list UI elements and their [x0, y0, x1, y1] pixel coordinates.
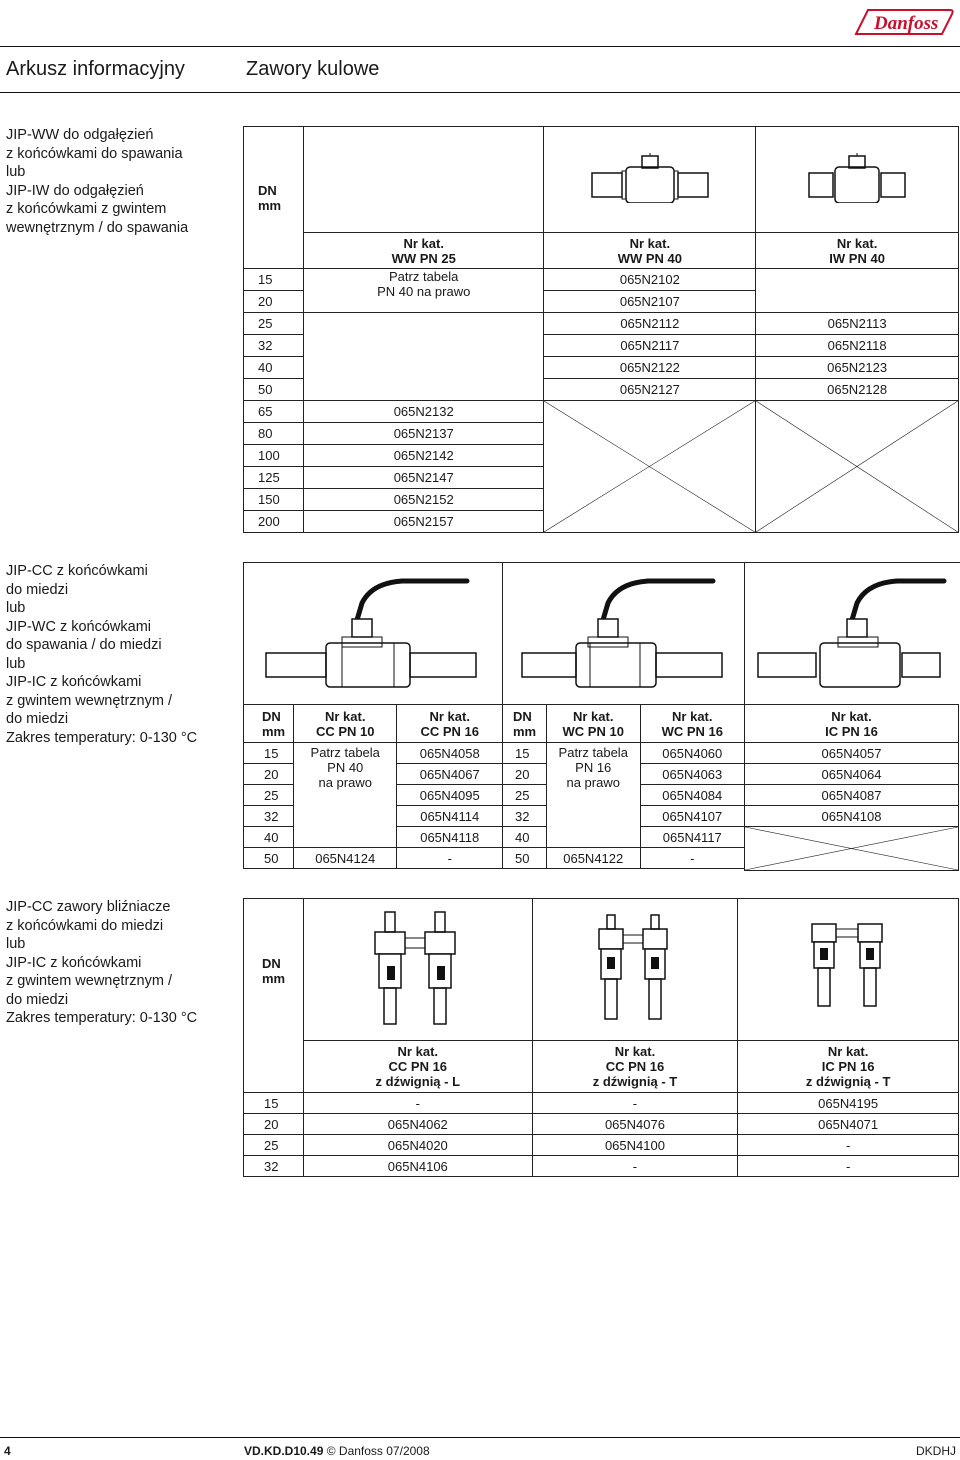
catalog-cell: 065N4108	[745, 806, 959, 827]
catalog-cell: 065N4076	[532, 1114, 738, 1135]
dn-cell: 25	[244, 785, 294, 806]
catalog-cell: 065N2117	[544, 335, 756, 357]
catalog-cell: 065N2123	[756, 357, 959, 379]
catalog-cell: 065N4195	[738, 1093, 959, 1114]
ic-valve-icon	[754, 575, 954, 690]
section2-description: JIP-CC z końcówkami do miedzi lub JIP-WC z końcówkami do spawania / do miedzi lub JIP-IC z końcówkami z gwintem wewnętrznym / do miedzi Zakres temperatury: 0-130 °C	[6, 563, 198, 746]
dn-cell: 25	[244, 1135, 304, 1156]
catalog-cell: 065N4087	[745, 785, 959, 806]
dn-header: DN mm	[503, 705, 547, 743]
iw-valve-image-cell	[756, 127, 959, 233]
catalog-cell: 065N4122	[546, 848, 640, 869]
wc-valve-icon	[518, 575, 738, 690]
dn-cell: 32	[503, 806, 547, 827]
top-rule	[0, 46, 960, 47]
dn-cell: 40	[244, 357, 304, 379]
dn-cell: 20	[244, 764, 294, 785]
catalog-cell: -	[532, 1093, 738, 1114]
dn-cell: 50	[244, 848, 294, 869]
catalog-cell: 065N2102	[544, 269, 756, 291]
dn-cell: 50	[244, 379, 304, 401]
dn-cell: 20	[244, 1114, 304, 1135]
see-table-cell: Patrz tabela PN 40 na prawo	[303, 269, 544, 313]
dn-cell: 200	[244, 511, 304, 533]
doc-code: VD.KD.D10.49	[244, 1444, 324, 1458]
dn-cell: 80	[244, 423, 304, 445]
catalog-cell: 065N4064	[745, 764, 959, 785]
dn-cell: 15	[244, 743, 294, 764]
catalog-cell: 065N2127	[544, 379, 756, 401]
section3-table	[243, 898, 959, 1177]
catalog-cell: -	[640, 848, 744, 869]
catalog-cell: 065N2157	[303, 511, 544, 533]
not-available-cell	[544, 401, 756, 533]
col-ww40-header: Nr kat. WW PN 40	[544, 233, 756, 269]
dn-cell: 32	[244, 1156, 304, 1177]
cc-valve-icon	[262, 575, 482, 690]
catalog-cell: 065N2137	[303, 423, 544, 445]
dn-cell: 100	[244, 445, 304, 467]
catalog-cell: 065N4114	[397, 806, 503, 827]
catalog-cell: 065N4020	[303, 1135, 532, 1156]
ww-valve-icon	[590, 153, 710, 203]
header-title: Arkusz informacyjny	[6, 58, 185, 80]
dn-cell: 15	[244, 1093, 304, 1114]
dn-cell: 40	[503, 827, 547, 848]
dn-cell: 125	[244, 467, 304, 489]
catalog-cell: 065N4117	[640, 827, 744, 848]
col-cc16-t-header: Nr kat. CC PN 16 z dźwignią - T	[532, 1041, 738, 1093]
catalog-cell: 065N4063	[640, 764, 744, 785]
catalog-cell: 065N2113	[756, 313, 959, 335]
wc-table	[502, 704, 745, 869]
divider	[744, 562, 745, 704]
copyright-symbol: ©	[326, 1444, 336, 1458]
col-cc16-header: Nr kat. CC PN 16	[397, 705, 503, 743]
section1-table	[243, 126, 959, 533]
catalog-cell: 065N4071	[738, 1114, 959, 1135]
page-number: 4	[4, 1444, 11, 1458]
ww-valve-image-cell	[544, 127, 756, 233]
catalog-cell: -	[532, 1156, 738, 1177]
header-subtitle: Zawory kulowe	[246, 58, 380, 80]
twin-valve-IC-image-cell	[738, 899, 959, 1041]
catalog-cell: 065N4067	[397, 764, 503, 785]
catalog-cell: 065N4060	[640, 743, 744, 764]
catalog-cell: -	[738, 1156, 959, 1177]
catalog-cell: 065N2107	[544, 291, 756, 313]
catalog-cell: 065N4084	[640, 785, 744, 806]
cc-table	[243, 704, 503, 869]
catalog-cell: 065N2152	[303, 489, 544, 511]
empty-header-cell	[303, 127, 544, 233]
empty-cell	[756, 269, 959, 313]
dn-header: DN mm	[244, 127, 304, 269]
col-wc16-header: Nr kat. WC PN 16	[640, 705, 744, 743]
col-cc10-header: Nr kat. CC PN 10	[293, 705, 397, 743]
twin-valve-t-icon	[595, 913, 675, 1023]
catalog-cell: 065N4058	[397, 743, 503, 764]
see-table-cell: Patrz tabela PN 40 na prawo	[293, 743, 397, 848]
twin-valve-l-icon	[373, 908, 463, 1028]
dn-cell: 20	[503, 764, 547, 785]
catalog-cell: 065N4062	[303, 1114, 532, 1135]
catalog-cell: 065N2142	[303, 445, 544, 467]
dn-cell: 50	[503, 848, 547, 869]
catalog-cell: 065N2147	[303, 467, 544, 489]
iw-valve-icon	[807, 153, 907, 203]
twin-valve-T-image-cell	[532, 899, 738, 1041]
footer-doc-info	[244, 1444, 430, 1458]
dn-cell: 15	[503, 743, 547, 764]
catalog-cell: 065N4106	[303, 1156, 532, 1177]
dn-header: DN mm	[244, 705, 294, 743]
catalog-cell: 065N4100	[532, 1135, 738, 1156]
catalog-cell: 065N2128	[756, 379, 959, 401]
dn-cell: 32	[244, 335, 304, 357]
catalog-cell: 065N4057	[745, 743, 959, 764]
twin-valve-ic-icon	[808, 918, 888, 1018]
divider	[502, 562, 503, 704]
col-ic16-t-header: Nr kat. IC PN 16 z dźwignią - T	[738, 1041, 959, 1093]
col-ic16-header: Nr kat. IC PN 16	[745, 705, 959, 743]
dn-cell: 40	[244, 827, 294, 848]
catalog-cell: -	[738, 1135, 959, 1156]
col-ww25-header: Nr kat. WW PN 25	[303, 233, 544, 269]
catalog-cell: 065N4118	[397, 827, 503, 848]
svg-text:Danfoss: Danfoss	[874, 13, 939, 34]
not-available-cell	[745, 827, 959, 871]
dn-cell: 150	[244, 489, 304, 511]
catalog-cell: 065N2118	[756, 335, 959, 357]
catalog-cell: 065N2112	[544, 313, 756, 335]
catalog-cell: 065N4095	[397, 785, 503, 806]
dn-cell: 65	[244, 401, 304, 423]
catalog-cell: -	[303, 1093, 532, 1114]
catalog-cell: 065N2122	[544, 357, 756, 379]
dn-cell: 25	[244, 313, 304, 335]
catalog-cell: 065N4107	[640, 806, 744, 827]
ic-table	[744, 704, 959, 871]
dn-cell: 25	[503, 785, 547, 806]
see-table-cell: Patrz tabela PN 16 na prawo	[546, 743, 640, 848]
dn-header: DN mm	[244, 899, 304, 1093]
header-rule	[0, 92, 960, 93]
empty-cell	[303, 313, 544, 401]
catalog-cell: -	[397, 848, 503, 869]
dn-cell: 32	[244, 806, 294, 827]
dn-cell: 15	[244, 269, 304, 291]
col-wc10-header: Nr kat. WC PN 10	[546, 705, 640, 743]
company-date: Danfoss 07/2008	[338, 1444, 430, 1458]
col-cc16-l-header: Nr kat. CC PN 16 z dźwignią - L	[303, 1041, 532, 1093]
footer-code: DKDHJ	[915, 1444, 956, 1458]
catalog-cell: 065N2132	[303, 401, 544, 423]
section1-description: JIP-WW do odgałęzień z końcówkami do spawania lub JIP-IW do odgałęzień z końcówkami z gwintem wewnętrznym / do spawania	[6, 127, 189, 236]
dn-cell: 20	[244, 291, 304, 313]
danfoss-logo	[850, 4, 956, 38]
section3-description: JIP-CC zawory bliźniacze z końcówkami do miedzi lub JIP-IC z końcówkami z gwintem wewnętrznym / do miedzi Zakres temperatury: 0-130 °C	[6, 899, 198, 1026]
footer-rule	[0, 1437, 960, 1438]
not-available-cell	[756, 401, 959, 533]
twin-valve-L-image-cell	[303, 899, 532, 1041]
col-iw40-header: Nr kat. IW PN 40	[756, 233, 959, 269]
catalog-cell: 065N4124	[293, 848, 397, 869]
